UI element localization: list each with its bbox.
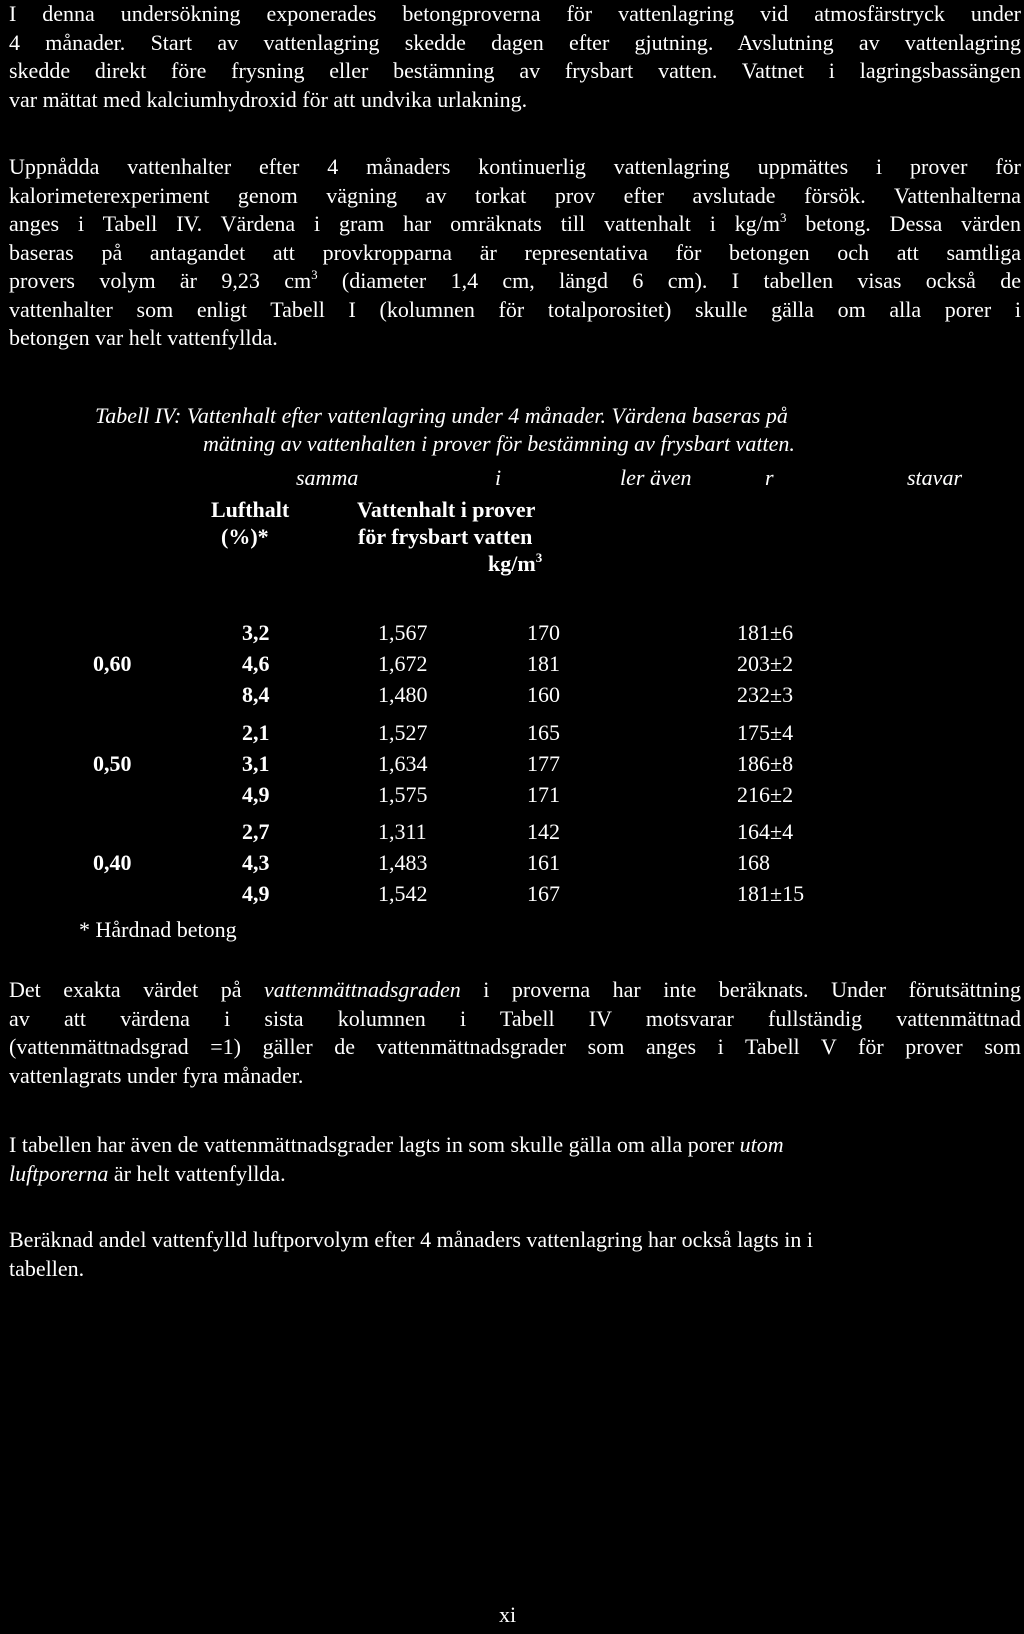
cell-vattenhalt-kgm3: 160 [527, 682, 560, 707]
vct-label: 0,60 [93, 651, 132, 676]
table-caption [95, 402, 995, 458]
cell-lufthalt: 4,6 [242, 651, 270, 676]
caption-fragment: i [495, 465, 502, 490]
text-line: kalorimeterexperiment genom vägning av torkat prov efter avslutade försök. Vattenhalterna [9, 182, 1021, 208]
paragraph-water-content [9, 153, 1021, 353]
text-line: provers volym är 9,23 $cm^3$ (diameter 1,4 cm, längd 6 cm). I tabellen visas också de [9, 267, 1021, 293]
caption-line-2: mätning av vattenhalten i prover för bestämning av frysbart vatten. [203, 431, 795, 456]
cell-total-vattenhalt: 181±6 [737, 620, 794, 645]
paragraph-saturation [9, 976, 1021, 1090]
table-footnote: * Hårdnad betong [79, 917, 237, 942]
cell-vattenhalt-kgm3: 181 [527, 651, 560, 676]
cell-vattenhalt-gram: 1,634 [378, 751, 428, 776]
cell-lufthalt: 4,3 [242, 850, 270, 875]
text-line: av att värdena i sista kolumnen i Tabell IV motsvarar fullständig vattenmättnad [9, 1005, 1021, 1031]
cell-lufthalt: 4,9 [242, 881, 270, 906]
cell-lufthalt: 3,2 [242, 620, 270, 645]
cell-vattenhalt-gram: 1,542 [378, 881, 428, 906]
cell-total-vattenhalt: 175±4 [737, 720, 794, 745]
text-line: vattenlagrats under fyra månader. [9, 1062, 304, 1088]
vct-label: 0,40 [93, 850, 132, 875]
text-line: I tabellen har även de vattenmättnadsgrader lagts in som skulle gälla om alla porer utom [9, 1132, 784, 1157]
cell-vattenhalt-kgm3: 170 [527, 620, 560, 645]
caption-fragment: samma [296, 465, 359, 490]
column-header-lufthalt: Lufthalt (%)* [211, 497, 290, 549]
column-header-vattenhalt: Vattenhalt i prover för frysbart vatten $kg/m^3$ [357, 497, 543, 576]
cell-vattenhalt-kgm3: 171 [527, 782, 560, 807]
cell-total-vattenhalt: 203±2 [737, 651, 794, 676]
text-line: 4 månader. Start av vattenlagring skedde dagen efter gjutning. Avslutning av vattenlagring [9, 29, 1021, 55]
text-line: luftporerna är helt vattenfyllda. [9, 1160, 286, 1186]
cell-vattenhalt-gram: 1,567 [378, 620, 428, 645]
text-line: betongen var helt vattenfyllda. [9, 325, 278, 350]
text-line: var mättat med kalciumhydroxid för att undvika urlakning. [9, 86, 528, 112]
text-line: I denna undersökning exponerades betongproverna för vattenlagring vid atmosfärstryck under [9, 1, 1021, 26]
cell-vattenhalt-gram: 1,575 [378, 782, 428, 807]
text-line: skedde direkt före frysning eller bestämning av frysbart vatten. Vattnet i lagringsbassängen [9, 58, 1021, 83]
cell-total-vattenhalt: 164±4 [737, 819, 794, 844]
page-number: xi [499, 1602, 517, 1627]
text-line: tabellen. [9, 1255, 85, 1281]
cell-vattenhalt-kgm3: 167 [527, 881, 560, 906]
cell-vattenhalt-gram: 1,480 [378, 682, 428, 707]
caption-fragment: ler även [620, 465, 692, 490]
cell-vattenhalt-kgm3: 142 [527, 819, 560, 844]
cell-lufthalt: 2,1 [242, 720, 270, 745]
cell-lufthalt: 2,7 [242, 819, 270, 844]
cell-vattenhalt-gram: 1,311 [378, 819, 427, 844]
cell-vattenhalt-gram: 1,527 [378, 720, 428, 745]
text-line: Beräknad andel vattenfylld luftporvolym efter 4 månaders vattenlagring har också lagts in i [9, 1227, 813, 1252]
caption-line-1: Tabell IV: Vattenhalt efter vattenlagring under 4 månader. Värdena baseras på [95, 403, 788, 428]
cell-total-vattenhalt: 168 [737, 850, 770, 875]
caption-fragment: r [765, 465, 774, 490]
cell-total-vattenhalt: 232±3 [737, 682, 794, 707]
text-line: vattenhalter som enligt Tabell I (kolumnen för totalporositet) skulle gälla om alla porer i [9, 296, 1021, 322]
cell-total-vattenhalt: 216±2 [737, 782, 794, 807]
text-line: Uppnådda vattenhalter efter 4 månaders kontinuerlig vattenlagring uppmättes i prover för [9, 154, 1021, 179]
text-line: (vattenmättnadsgrad =1) gäller de vattenmättnadsgrader som anges i Tabell V för prover som [9, 1034, 1021, 1059]
text-line: anges i Tabell IV. Värdena i gram har omräknats till vattenhalt i $kg/m^3$ betong. Dessa värden [9, 210, 1021, 236]
vct-label: 0,50 [93, 751, 132, 776]
cell-lufthalt: 4,9 [242, 782, 270, 807]
cell-vattenhalt-gram: 1,483 [378, 850, 428, 875]
text-line: baseras på antagandet att provkropparna är representativa för betongen och att samtliga [9, 239, 1021, 265]
caption-fragment: stavar [907, 465, 962, 490]
cell-vattenhalt-kgm3: 165 [527, 720, 560, 745]
paragraph-air-pore-volume [9, 1226, 1021, 1283]
cell-vattenhalt-kgm3: 161 [527, 850, 560, 875]
paragraph-air-pores [9, 1131, 1021, 1188]
cell-vattenhalt-gram: 1,672 [378, 651, 428, 676]
cell-total-vattenhalt: 181±15 [737, 881, 805, 906]
cell-lufthalt: 8,4 [242, 682, 270, 707]
cell-total-vattenhalt: 186±8 [737, 751, 794, 776]
paragraph-exposure [9, 0, 1021, 114]
text-line: Det exakta värdet på vattenmättnadsgraden i proverna har inte beräknats. Under förutsättning [9, 977, 1021, 1002]
cell-vattenhalt-kgm3: 177 [527, 751, 560, 776]
cell-lufthalt: 3,1 [242, 751, 270, 776]
